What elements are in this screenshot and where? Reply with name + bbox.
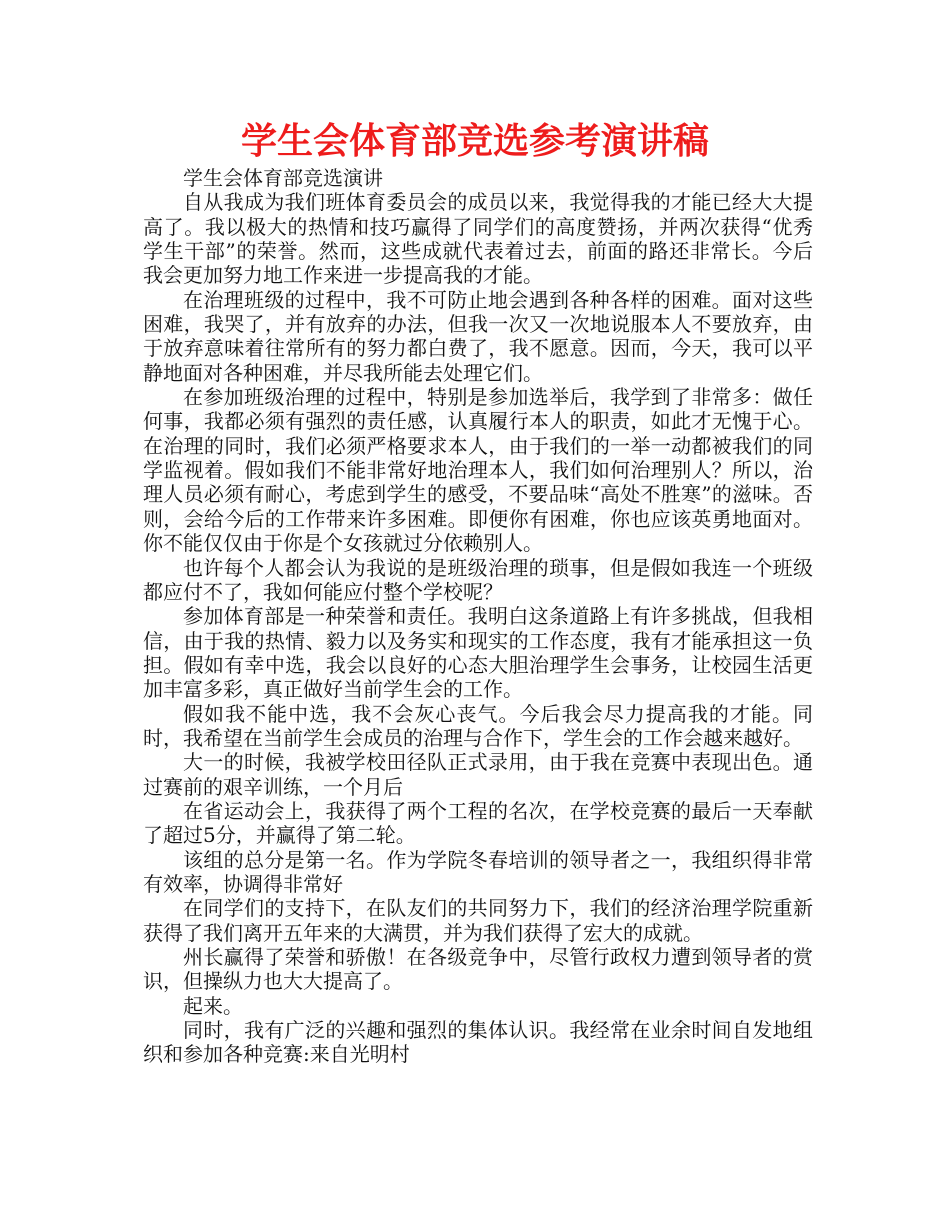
document-body [143,166,813,1067]
paragraph: 参加体育部是一种荣誉和责任。我明白这条道路上有许多挑战，但我相信，由于我的热情、毅力以及务实和现实的工作态度，我有才能承担这一负担。假如有幸中选，我会以良好的心态大胆治理学生会事务，让校园生活更加丰富多彩，真正做好当前学生会的工作。 [143,604,813,702]
paragraph: 起来。 [183,993,243,1018]
paragraph: 也许每个人都会认为我说的是班级治理的琐事，但是假如我连一个班级都应付不了，我如何能应付整个学校呢？ [143,555,813,604]
paragraph: 自从我成为我们班体育委员会的成员以来，我觉得我的才能已经大大提高了。我以极大的热情和技巧赢得了同学们的高度赞扬，并两次获得“优秀学生干部”的荣誉。然而，这些成就代表着过去，前面的路还非常长。今后我会更加努力地工作来进一步提高我的才能。 [143,190,813,288]
paragraph: 在治理班级的过程中，我不可防止地会遇到各种各样的困难。面对这些困难，我哭了，并有放弃的办法，但我一次又一次地说服本人不要放弃，由于放弃意味着往常所有的努力都白费了，我不愿意。因而，今天，我可以平静地面对各种困难，并尽我所能去处理它们。 [143,287,813,385]
paragraph: 在参加班级治理的过程中，特别是参加选举后，我学到了非常多：做任何事，我都必须有强烈的责任感，认真履行本人的职责，如此才无愧于心。在治理的同时，我们必须严格要求本人，由于我们的一举一动都被我们的同学监视着。假如我们不能非常好地治理本人，我们如何治理别人？所以，治理人员必须有耐心，考虑到学生的感受，不要品味“高处不胜寒”的滋味。否则，会给今后的工作带来许多困难。即便你有困难，你也应该英勇地面对。你不能仅仅由于你是个女孩就过分依赖别人。 [143,385,813,556]
paragraph: 该组的总分是第一名。作为学院冬春培训的领导者之一，我组织得非常有效率，协调得非常好 [143,847,813,896]
paragraph: 同时，我有广泛的兴趣和强烈的集体认识。我经常在业余时间自发地组织和参加各种竞赛:来自光明村 [143,1018,813,1067]
paragraph: 在同学们的支持下，在队友们的共同努力下，我们的经济治理学院重新获得了我们离开五年来的大满贯，并为我们获得了宏大的成就。 [143,896,813,945]
paragraph: 大一的时候，我被学校田径队正式录用，由于我在竞赛中表现出色。通过赛前的艰辛训练，一个月后 [143,750,813,799]
document-title: 学生会体育部竞选参考演讲稿 [240,121,709,162]
paragraph: 在省运动会上，我获得了两个工程的名次，在学校竞赛的最后一天奉献了超过5分，并赢得了第二轮。 [143,798,813,848]
paragraph: 假如我不能中选，我不会灰心丧气。今后我会尽力提高我的才能。同时，我希望在当前学生会成员的治理与合作下，学生会的工作会越来越好。 [143,701,813,750]
paragraph: 州长赢得了荣誉和骄傲！在各级竞争中，尽管行政权力遭到领导者的赏识，但操纵力也大大提高了。 [143,945,813,994]
paragraph-subtitle: 学生会体育部竞选演讲 [183,166,383,190]
